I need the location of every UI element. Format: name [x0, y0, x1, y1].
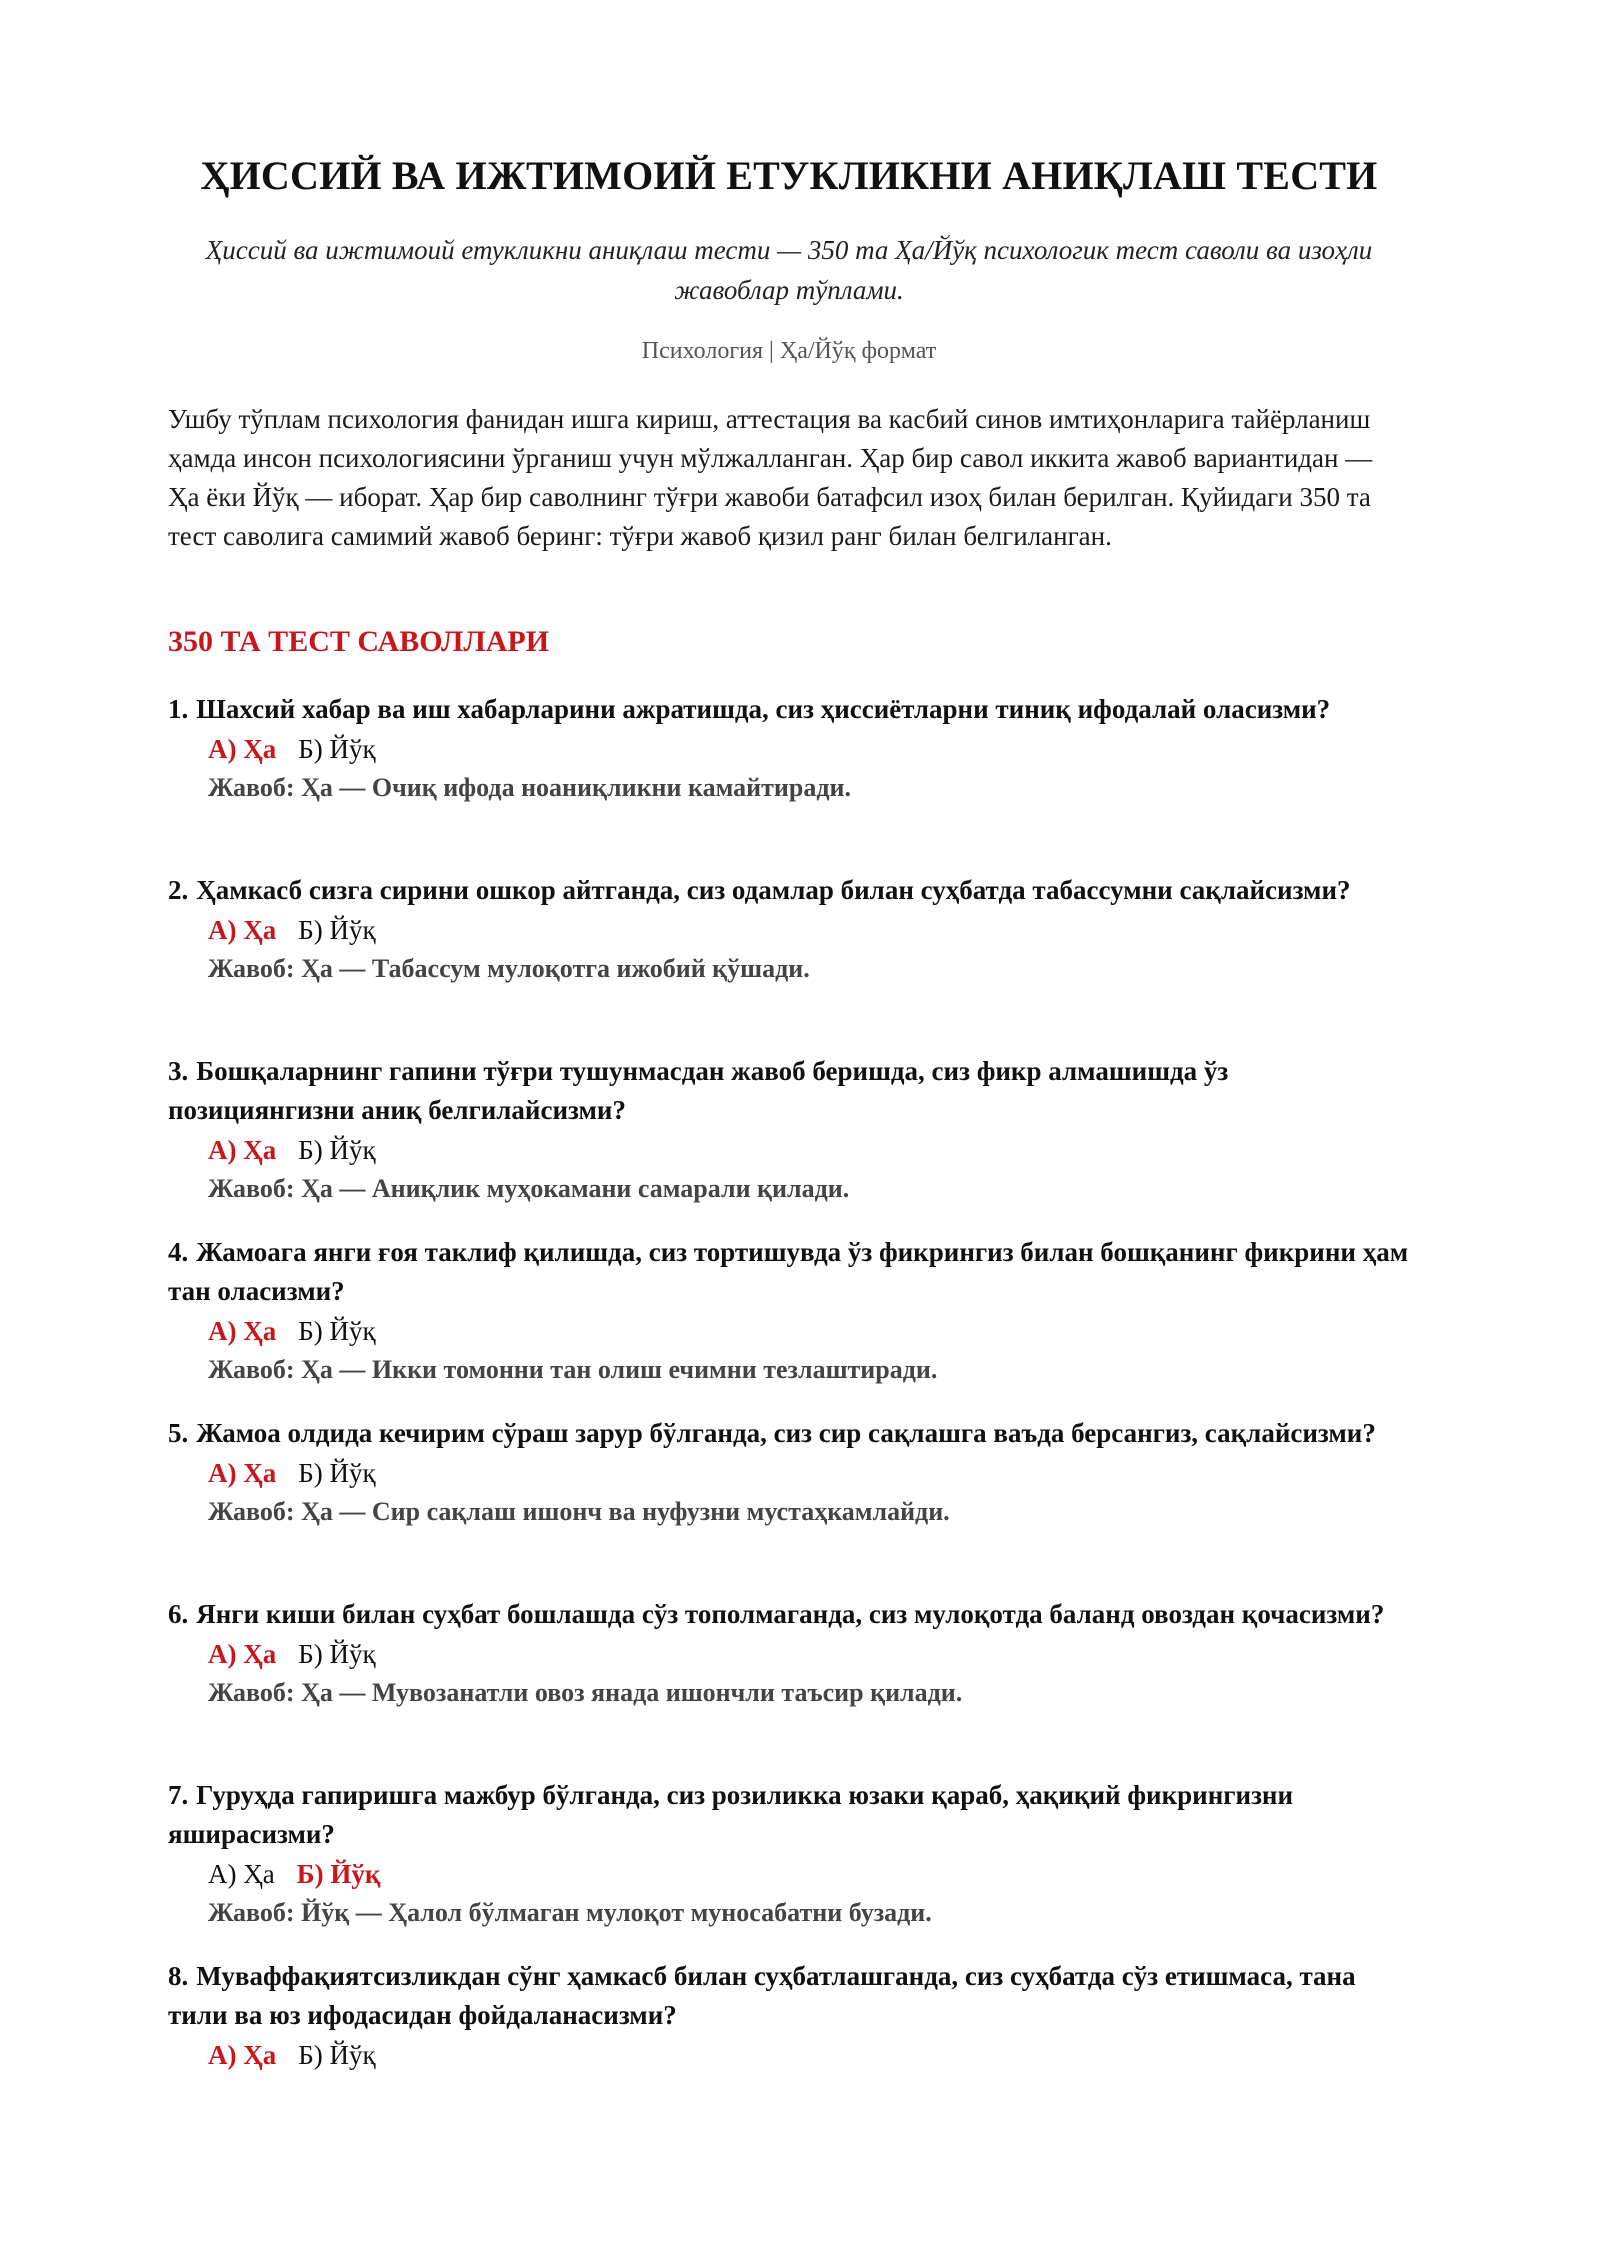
question-body: Жамоа олдида кечирим сўраш зарур бўлганда, сиз сир сақлашга ваъда берсангиз, сақлайсизми? [196, 1418, 1376, 1448]
question-text [168, 1052, 1410, 1130]
question-text [168, 1776, 1410, 1854]
question-number: 2. [168, 875, 189, 905]
answer-options [168, 2035, 1410, 2075]
option-b: Б) Йўқ [298, 1458, 376, 1488]
question-text [168, 690, 1410, 729]
option-b: Б) Йўқ [298, 734, 376, 764]
answer-explanation: Жавоб: Ҳа — Табассум мулоқотга ижобий қўшади. [208, 954, 810, 983]
answer-explanation: Жавоб: Йўқ — Ҳалол бўлмаган мулоқот муносабатни бузади. [208, 1898, 932, 1927]
question-text [168, 1957, 1410, 2035]
question-body: Шахсий хабар ва иш хабарларини ажратишда, сиз ҳиссиётларни тиниқ ифодалай оласизми? [196, 694, 1331, 724]
option-a: А) Ҳа [208, 915, 277, 945]
option-b: Б) Йўқ [298, 1135, 376, 1165]
question-text [168, 871, 1410, 910]
question-body: Бошқаларнинг гапини тўғри тушунмасдан жавоб беришда, сиз фикр алмашишда ўз позициянгизни аниқ белгилайсизми? [168, 1056, 1229, 1125]
option-a: А) Ҳа [208, 1458, 277, 1488]
option-b: Б) Йўқ [298, 1639, 376, 1669]
question-number: 1. [168, 694, 189, 724]
answer-explanation: Жавоб: Ҳа — Очиқ ифода ноаниқликни камайтиради. [208, 773, 851, 802]
question-number: 5. [168, 1418, 189, 1448]
intro-paragraph: Ушбу тўплам психология фанидан ишга кириш, аттестация ва касбий синов имтиҳонларига тайёрланиш ҳамда инсон психологиясини ўрганиш учун мўлжалланган. Ҳар бир савол иккита жавоб вариантидан — Ҳа ёки Йўқ — иборат. Ҳар бир саволнинг тўғри жавоби батафсил изоҳ билан берилган. Қуйидаги 350 та тест саволига самимий жавоб беринг: тўғри жавоб қизил ранг билан белгиланган. [168, 404, 1373, 551]
question-number: 7. [168, 1780, 189, 1810]
answer-explanation: Жавоб: Ҳа — Сир сақлаш ишонч ва нуфузни мустаҳкамлайди. [208, 1497, 950, 1526]
option-a: А) Ҳа [208, 1859, 275, 1889]
category-meta: Психология | Ҳа/Йўқ формат [641, 338, 937, 364]
question-number: 8. [168, 1961, 189, 1991]
question-body: Янги киши билан суҳбат бошлашда сўз тополмаганда, сиз мулоқотда баланд овоздан қочасизми? [196, 1599, 1385, 1629]
answer-options [168, 1453, 1410, 1493]
question-body: Муваффақиятсизликдан сўнг ҳамкасб билан суҳбатлашганда, сиз суҳбатда сўз етишмаса, тана тили ва юз ифодасидан фойдаланасизми? [168, 1961, 1356, 2030]
option-b: Б) Йўқ [298, 2040, 376, 2070]
subtitle: Ҳиссий ва ижтимоий етукликни аниқлаш тести — 350 та Ҳа/Йўқ психологик тест саволи ва изоҳли жавоблар тўплами. [205, 235, 1373, 305]
option-b: Б) Йўқ [298, 915, 376, 945]
question-item [168, 1595, 1410, 1776]
option-b: Б) Йўқ [298, 1316, 376, 1346]
question-text [168, 1595, 1410, 1634]
option-a: А) Ҳа [208, 734, 277, 764]
answer-explanation: Жавоб: Ҳа — Икки томонни тан олиш ечимни тезлаштиради. [208, 1355, 938, 1384]
question-item [168, 1233, 1410, 1414]
answer-explanation: Жавоб: Ҳа — Аниқлик муҳокамани самарали қилади. [208, 1174, 850, 1203]
question-text [168, 1414, 1410, 1453]
question-item [168, 1776, 1410, 1957]
question-number: 6. [168, 1599, 189, 1629]
question-item [168, 1957, 1410, 2138]
answer-options [168, 1311, 1410, 1351]
answer-explanation: Жавоб: Ҳа — Мувозанатли овоз янада ишончли таъсир қилади. [208, 1678, 963, 1707]
page-title: ҲИССИЙ ВА ИЖТИМОИЙ ЕТУКЛИКНИ АНИҚЛАШ ТЕСТИ [200, 153, 1378, 198]
question-item [168, 871, 1410, 1052]
question-body: Ҳамкасб сизга сирини ошкор айтганда, сиз одамлар билан суҳбатда табассумни сақлайсизми? [196, 875, 1351, 905]
option-b: Б) Йўқ [296, 1859, 381, 1889]
question-body: Гуруҳда гапиришга мажбур бўлганда, сиз розиликка юзаки қараб, ҳақиқий фикрингизни яширасизми? [168, 1780, 1294, 1849]
question-number: 3. [168, 1056, 189, 1086]
question-item [168, 1414, 1410, 1595]
option-a: А) Ҳа [208, 1135, 277, 1165]
answer-options [168, 910, 1410, 950]
question-list [168, 690, 1410, 2138]
section-title: 350 ТА ТЕСТ САВОЛЛАРИ [168, 625, 550, 658]
option-a: А) Ҳа [208, 2040, 277, 2070]
question-number: 4. [168, 1237, 189, 1267]
answer-options [168, 1854, 1410, 1894]
answer-options [168, 729, 1410, 769]
question-text [168, 1233, 1410, 1311]
question-body: Жамоага янги ғоя таклиф қилишда, сиз тортишувда ўз фикрингиз билан бошқанинг фикрини ҳам тан оласизми? [168, 1237, 1409, 1306]
option-a: А) Ҳа [208, 1639, 277, 1669]
question-item [168, 1052, 1410, 1233]
answer-options [168, 1130, 1410, 1170]
question-item [168, 690, 1410, 871]
option-a: А) Ҳа [208, 1316, 277, 1346]
answer-options [168, 1634, 1410, 1674]
